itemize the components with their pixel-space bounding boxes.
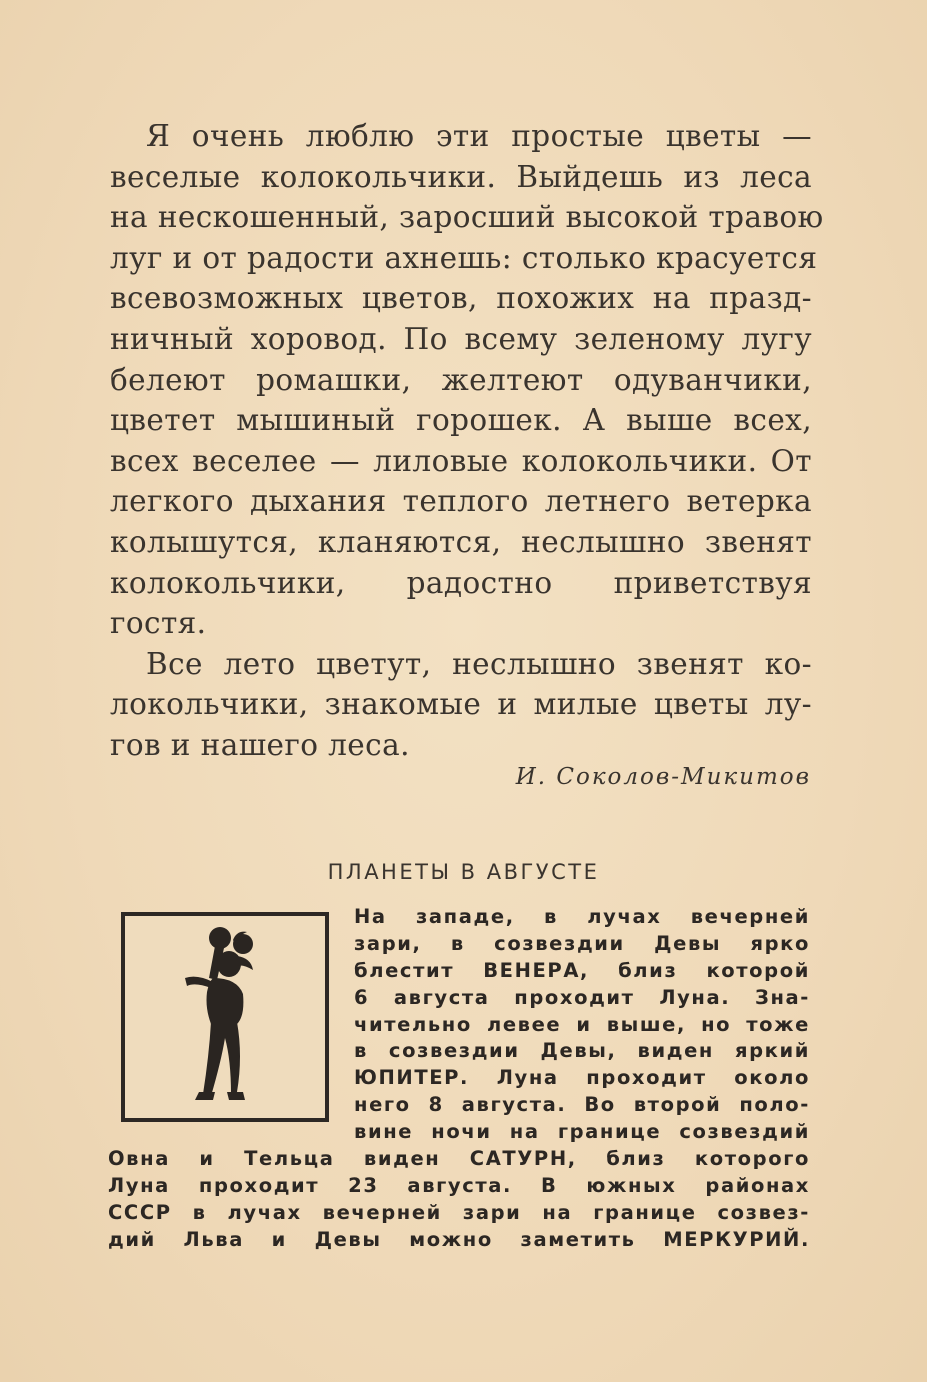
text-line: Все лето цветут, неслышно звенят ко-: [146, 646, 812, 681]
text-line: чительно левее и выше, но тоже: [354, 1012, 810, 1036]
text-line: дий Льва и Девы можно заметить МЕРКУРИЙ.: [108, 1227, 810, 1251]
text-line: локольчики, знакомые и милые цветы лу-: [110, 687, 812, 722]
author-signature: И. Соколов-Микитов: [515, 764, 811, 790]
planets-text-full-width: [108, 1146, 810, 1254]
section-title: ПЛАНЕТЫ В АВГУСТЕ: [327, 860, 600, 884]
text-line: гостя.: [110, 606, 207, 641]
dancing-figure-icon: [125, 916, 325, 1118]
text-line: колокольчики, радостно приветствуя: [110, 565, 812, 600]
text-line: блестит ВЕНЕРА, близ которой: [354, 958, 810, 982]
text-line: 6 августа проходит Луна. Зна-: [354, 985, 810, 1009]
text-line: вине ночи на границе созвездий: [354, 1120, 810, 1144]
text-line: белеют ромашки, желтеют одуванчики,: [110, 362, 812, 397]
text-line: всевозможных цветов, похожих на празд-: [110, 281, 812, 316]
text-line: зари, в созвездии Девы ярко: [354, 931, 810, 955]
text-line: ЮПИТЕР. Луна проходит около: [354, 1066, 810, 1090]
text-line: колышутся, кланяются, неслышно звенят: [110, 524, 812, 559]
text-line: На западе, в лучах вечерней: [354, 905, 810, 928]
text-line: в созвездии Девы, виден яркий: [354, 1039, 810, 1063]
text-line: легкого дыхания теплого летнего ветерка: [110, 484, 812, 519]
text-line: веселые колокольчики. Выйдешь из леса: [110, 159, 812, 194]
text-line: него 8 августа. Во второй поло-: [354, 1093, 810, 1117]
text-line: гов и нашего леса.: [110, 727, 410, 762]
text-line: СССР в лучах вечерней зари на границе созвез-: [108, 1200, 810, 1224]
text-line: всех веселее — лиловые колокольчики. От: [110, 443, 812, 478]
text-line: на нескошенный, заросший высокой травою: [110, 200, 824, 235]
story-paragraph-2: [110, 644, 812, 766]
text-line: Я очень люблю эти простые цветы —: [146, 119, 812, 153]
planets-text-beside-figure: [354, 904, 810, 1146]
text-line: цветет мышиный горошек. А выше всех,: [110, 403, 812, 438]
text-line: Овна и Тельца виден САТУРН, близ которого: [108, 1147, 810, 1170]
text-line: ничный хоровод. По всему зеленому лугу: [110, 321, 812, 356]
story-paragraph-1: [110, 116, 824, 644]
text-line: луг и от радости ахнешь: столько красуется: [110, 240, 818, 275]
figure-illustration: [121, 912, 329, 1122]
story-text: [110, 116, 824, 766]
text-line: Луна проходит 23 августа. В южных районах: [108, 1173, 810, 1197]
